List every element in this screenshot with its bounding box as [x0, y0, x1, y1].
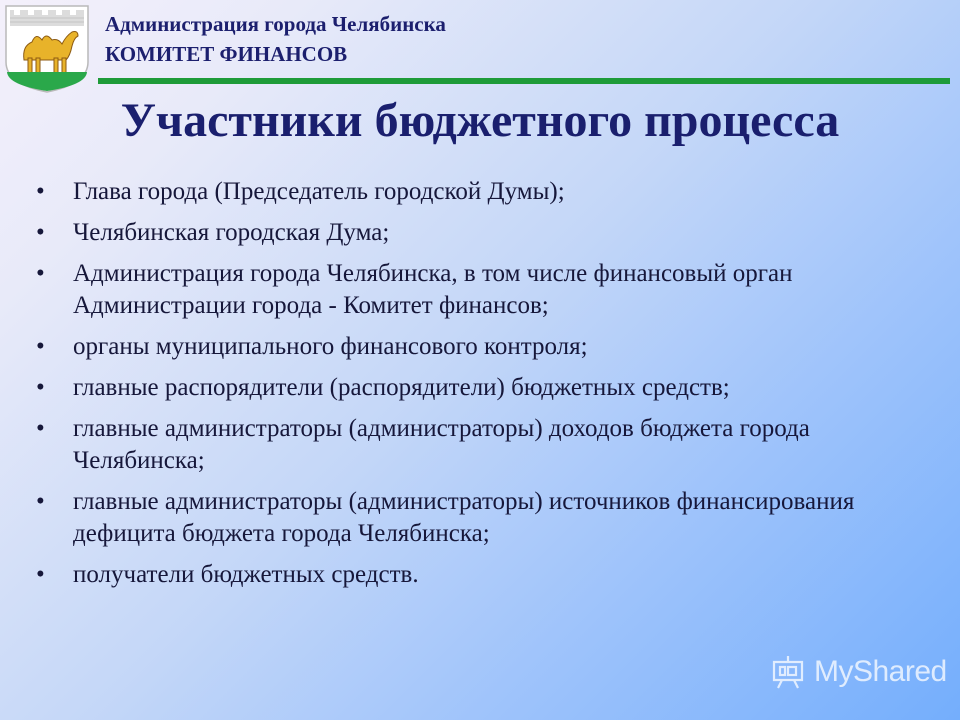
bullet-item [36, 217, 926, 249]
bullet-text: Администрация города Челябинска, в том числе финансовый орган Администрации города - Комитет финансов; [73, 260, 793, 319]
bullet-icon: • [36, 374, 45, 401]
bullet-icon: • [36, 260, 45, 287]
bullet-text: Челябинская городская Дума; [73, 219, 390, 246]
watermark [768, 652, 947, 692]
org-name: Администрация города Челябинска [105, 12, 446, 36]
bullet-text: получатели бюджетных средств. [73, 561, 419, 588]
committee-name: КОМИТЕТ ФИНАНСОВ [105, 42, 348, 66]
bullet-icon: • [36, 178, 45, 205]
bullet-text: главные администраторы (администраторы) источников финансирования дефицита бюджета города Челябинска; [73, 488, 855, 547]
presentation-board-icon [768, 652, 808, 692]
bullet-item [36, 413, 926, 477]
bullet-text: органы муниципального финансового контроля; [73, 333, 588, 360]
watermark-text: MyShared [814, 655, 947, 688]
bullet-icon: • [36, 561, 45, 588]
bullet-icon: • [36, 415, 45, 442]
bullet-text: Глава города (Председатель городской Думы); [73, 178, 565, 205]
bullet-item [36, 331, 926, 363]
bullet-text: главные распорядители (распорядители) бюджетных средств; [73, 374, 730, 401]
bullet-item [36, 486, 926, 550]
bullet-text: главные администраторы (администраторы) доходов бюджета города Челябинска; [73, 415, 810, 474]
bullet-list [36, 176, 926, 600]
bullet-item [36, 176, 926, 208]
slide-title: Участники бюджетного процесса [120, 94, 840, 147]
bullet-icon: • [36, 333, 45, 360]
bullet-item [36, 258, 926, 322]
bullet-item [36, 559, 926, 591]
bullet-item [36, 372, 926, 404]
city-emblem-icon [2, 2, 92, 94]
header-divider [98, 78, 950, 84]
bullet-icon: • [36, 219, 45, 246]
bullet-icon: • [36, 488, 45, 515]
